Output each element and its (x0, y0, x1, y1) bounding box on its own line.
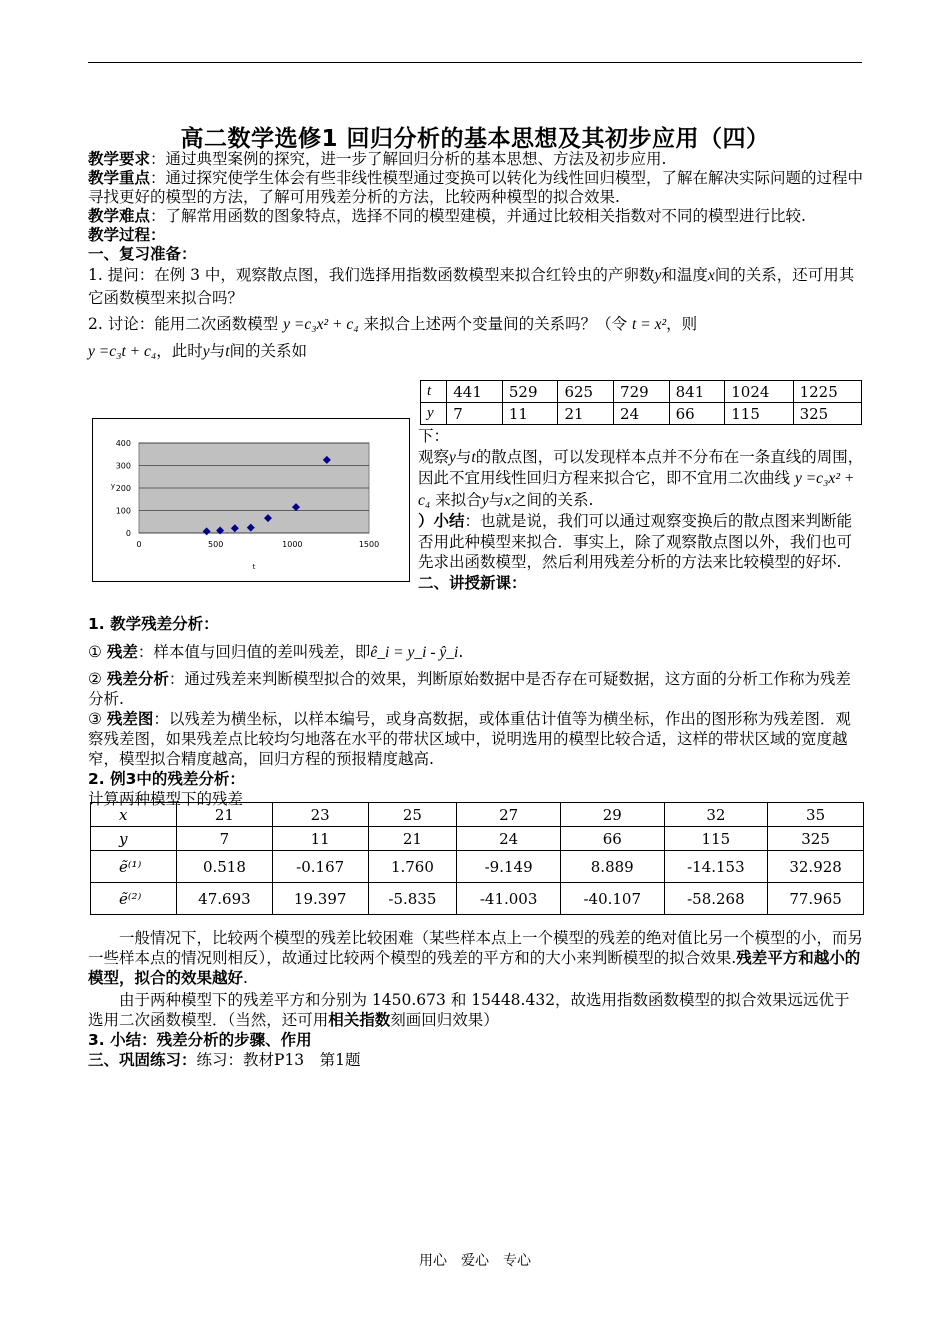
y-tick-label: 0 (125, 529, 131, 538)
r-p1-fit: 来拟合 (435, 490, 482, 509)
discussion-para (418, 447, 864, 512)
subsection-2: 2. 例3中的残差分析： (88, 770, 245, 788)
concept-residual-analysis (88, 669, 864, 709)
e2-cell: 77.965 (768, 883, 864, 915)
t-cell: 1225 (793, 381, 861, 403)
summary-para (418, 511, 864, 573)
para-2-bold: 相关指数 (328, 1011, 391, 1029)
t-y-table (420, 380, 862, 425)
y-cell: 115 (725, 403, 793, 425)
question-2 (88, 313, 864, 336)
x-tick-label: 0 (136, 540, 142, 549)
e1-cell: 32.928 (768, 851, 864, 883)
y-tick-label: 100 (115, 506, 131, 516)
r-p1-formula: y =c₃x² + c₄ (418, 470, 855, 509)
y-tick-label: 300 (115, 461, 131, 471)
c3-label: 残差图 (106, 710, 154, 728)
requirement-label: 教学要求 (88, 150, 151, 168)
section-2-heading: 二、讲授新课： (418, 573, 527, 592)
section-3 (88, 1050, 864, 1070)
key-line (88, 169, 864, 207)
scatter-discussion (418, 426, 864, 593)
x-cell: 35 (768, 803, 864, 827)
difficulty-label: 教学难点 (88, 207, 151, 225)
section-3-text: 练习：教材P13 第1题 (196, 1051, 361, 1069)
x-cell: 27 (457, 803, 561, 827)
y-cell: 21 (558, 403, 614, 425)
question-1 (88, 264, 864, 309)
y-cell: 7 (447, 403, 503, 425)
r-p1-mid: 与 (455, 447, 472, 466)
r-p1-t: t (471, 448, 476, 466)
q1-y: y (654, 267, 662, 284)
process-line: 教学过程： (88, 226, 166, 244)
top-rule (88, 62, 862, 63)
c2-number: ② (88, 670, 102, 688)
r-p1-and: 与 (488, 490, 505, 509)
requirement-line (88, 150, 864, 169)
difficulty-text: ：了解常用函数的图象特点，选择不同的模型建模，并通过比较相关指数对不同的模型进行比较. (150, 207, 806, 225)
process-label: 教学过程 (88, 226, 151, 244)
e1-cell: 1.760 (368, 851, 457, 883)
e1-cell: 8.889 (560, 851, 664, 883)
y-row (421, 403, 862, 425)
residual-table (90, 802, 864, 915)
para-1 (88, 928, 864, 988)
x-row-label: x (91, 803, 177, 827)
x-tick-label: 1000 (282, 540, 303, 549)
y-cell: 7 (177, 827, 273, 851)
t-cell: 1024 (725, 381, 793, 403)
y-tick-label: 400 (115, 439, 131, 448)
teaching-goals (88, 150, 864, 361)
subsection-3-text: 3. 小结：残差分析的步骤、作用 (88, 1031, 312, 1049)
e1-cell: -0.167 (272, 851, 368, 883)
x-tick-label: 500 (208, 540, 224, 549)
q1-end: 间的关系，还可用其它函数模型来拟合吗？ (88, 266, 855, 307)
e2-cell: -5.835 (368, 883, 457, 915)
e2-cell: -41.003 (457, 883, 561, 915)
c2-text: ：通过残差来判断模型拟合的效果，判断原始数据中是否存在可疑数据，这方面的分析工作称为残差分析. (88, 670, 851, 708)
para-2-text: 由于两种模型下的残差平方和分别为 1450.673 和 15448.432，故选用指数函数模型的拟合效果远远优于选用二次函数模型．（当然，还可用 (88, 991, 850, 1029)
para-1-bold: 残差平方和越小的模型，拟合的效果越好 (88, 949, 861, 987)
t-cell: 625 (558, 381, 614, 403)
x-cell: 32 (664, 803, 768, 827)
para-2 (88, 990, 864, 1030)
e2-cell: -58.268 (664, 883, 768, 915)
calc-caption: 计算两种模型下的残差 (88, 790, 244, 808)
q2-line2-y: y (202, 343, 210, 360)
r-p1: 观察 (418, 447, 450, 466)
key-label: 教学重点 (88, 169, 151, 187)
y-cell: 325 (768, 827, 864, 851)
concept-residual (88, 642, 864, 663)
r-p1-x: x (504, 491, 512, 509)
t-row (421, 381, 862, 403)
difficulty-line (88, 207, 864, 226)
y-cell: 325 (793, 403, 861, 425)
e1-cell: 0.518 (177, 851, 273, 883)
q2-formula: y =c₃x² + c₄ (283, 316, 359, 333)
c1-text: ：样本值与回归值的差叫残差，即 (137, 643, 371, 661)
e2-cell: -40.107 (560, 883, 664, 915)
x-row (91, 803, 864, 827)
page-title: 高二数学选修1 回归分析的基本思想及其初步应用（四） (180, 126, 770, 152)
y-cell: 24 (614, 403, 670, 425)
q1-text: 1. 提问：在例 3 中，观察散点图，我们选择用指数函数模型来拟合红铃虫的产卵数 (88, 266, 655, 284)
q1-x: x (707, 267, 715, 284)
section-3-heading: 三、巩固练习： (88, 1051, 197, 1069)
q1-mid: 和温度 (661, 266, 708, 284)
down-text: 下： (418, 427, 450, 445)
c1-number: ① (88, 643, 102, 661)
q2-line2: ，此时 (156, 342, 203, 360)
e2-row-label: ẽ⁽²⁾ (91, 883, 177, 915)
t-row-label: t (421, 381, 447, 403)
question-2-cont (88, 342, 418, 361)
y-cell: 11 (502, 403, 558, 425)
c1-end: . (458, 643, 464, 661)
page-footer: 用心 爱心 专心 (419, 1253, 531, 1269)
q2-line2-t: t (225, 343, 230, 360)
y-cell: 115 (664, 827, 768, 851)
scatter-chart (92, 418, 410, 582)
r-p1-y2: y (481, 491, 489, 509)
y-row (91, 827, 864, 851)
e2-cell: 47.693 (177, 883, 273, 915)
t-cell: 441 (447, 381, 503, 403)
e1-row-label: ẽ⁽¹⁾ (91, 851, 177, 883)
q2-end: ，则 (666, 315, 698, 333)
para-2-end: 刻画回归效果） (390, 1011, 499, 1029)
e1-row (91, 851, 864, 883)
summary-text: ：也就是说，我们可以通过观察变换后的散点图来判断能否用此种模型来拟合．事实上，除了观察散点图以外，我们也可先求出函数模型，然后利用残差分析的方法来比较模型的好坏. (418, 512, 853, 571)
c1-formula: ê_i = y_i - ŷ_i (370, 644, 459, 661)
concept-residual-plot (88, 709, 864, 769)
y-row-label: y (421, 403, 447, 425)
residual-section (88, 614, 864, 809)
y-cell: 66 (560, 827, 664, 851)
para-1-end: . (243, 969, 248, 987)
c2-label: 残差分析 (106, 670, 169, 688)
x-cell: 29 (560, 803, 664, 827)
subsection-3 (88, 1030, 864, 1050)
t-cell: 729 (614, 381, 670, 403)
t-cell: 841 (669, 381, 725, 403)
r-p1-rest: 的散点图，可以发现样本点并不分布在一条直线的周围，因此不宜用线性回归方程来拟合它，即不宜用二次曲线 (418, 447, 864, 487)
requirement-text: ：通过典型案例的探究，进一步了解回归分析的基本思想、方法及初步应用. (150, 150, 667, 168)
y-cell: 24 (457, 827, 561, 851)
y-cell: 66 (669, 403, 725, 425)
c1-label: 残差 (106, 643, 138, 661)
q2-sub: t = x² (632, 316, 667, 333)
e1-cell: -14.153 (664, 851, 768, 883)
t-cell: 529 (502, 381, 558, 403)
para-1-text: 一般情况下，比较两个模型的残差比较困难（某些样本点上一个模型的残差的绝对值比另一个模型的小，而另一些样本点的情况则相反），故通过比较两个模型的残差的平方和的大小来判断模型的拟合效果. (88, 929, 864, 967)
r-p1-end: 之间的关系. (511, 490, 594, 509)
q2-mid: 来拟合上述两个变量间的关系吗？（令 (363, 315, 628, 333)
subsection-1: 1. 教学残差分析： (88, 615, 219, 633)
key-text: ：通过探究使学生体会有些非线性模型通过变换可以转化为线性回归模型，了解在解决实际问题的过程中寻找更好的模型的方法，了解可用残差分析的方法，比较两种模型的拟合效果. (88, 169, 864, 206)
y-row-label: y (91, 827, 177, 851)
q2-text: 2. 讨论：能用二次函数模型 (88, 315, 279, 333)
conclusion-section (88, 928, 864, 1070)
y-cell: 11 (272, 827, 368, 851)
q2-line2-end: 间的关系如 (229, 342, 308, 360)
x-cell: 21 (177, 803, 273, 827)
summary-label: ）小结 (418, 512, 465, 530)
x-cell: 23 (272, 803, 368, 827)
r-p1-y: y (449, 448, 456, 466)
c3-text: ：以残差为横坐标，以样本编号，或身高数据，或体重估计值等为横坐标，作出的图形称为残差图．观察残差图，如果残差点比较均匀地落在水平的带状区域中，说明选用的模型比较合适，这样的带状区域的宽度越窄，模型拟合精度越高，回归方程的预报精度越高. (88, 710, 851, 768)
q2-line2-formula: y =c₃t + c₄ (88, 343, 157, 360)
y-axis-label: y (110, 482, 116, 490)
y-tick-label: 200 (115, 484, 131, 493)
section-1-heading: 一、复习准备： (88, 245, 197, 263)
e2-cell: 19.397 (272, 883, 368, 915)
y-cell: 21 (368, 827, 457, 851)
x-tick-label: 1500 (358, 540, 380, 549)
x-axis-label: t (252, 563, 256, 571)
e2-row (91, 883, 864, 915)
scatter-chart-svg (93, 419, 409, 581)
x-cell: 25 (368, 803, 457, 827)
q2-line2-mid: 与 (209, 342, 226, 360)
e1-cell: -9.149 (457, 851, 561, 883)
c3-number: ③ (88, 710, 102, 728)
